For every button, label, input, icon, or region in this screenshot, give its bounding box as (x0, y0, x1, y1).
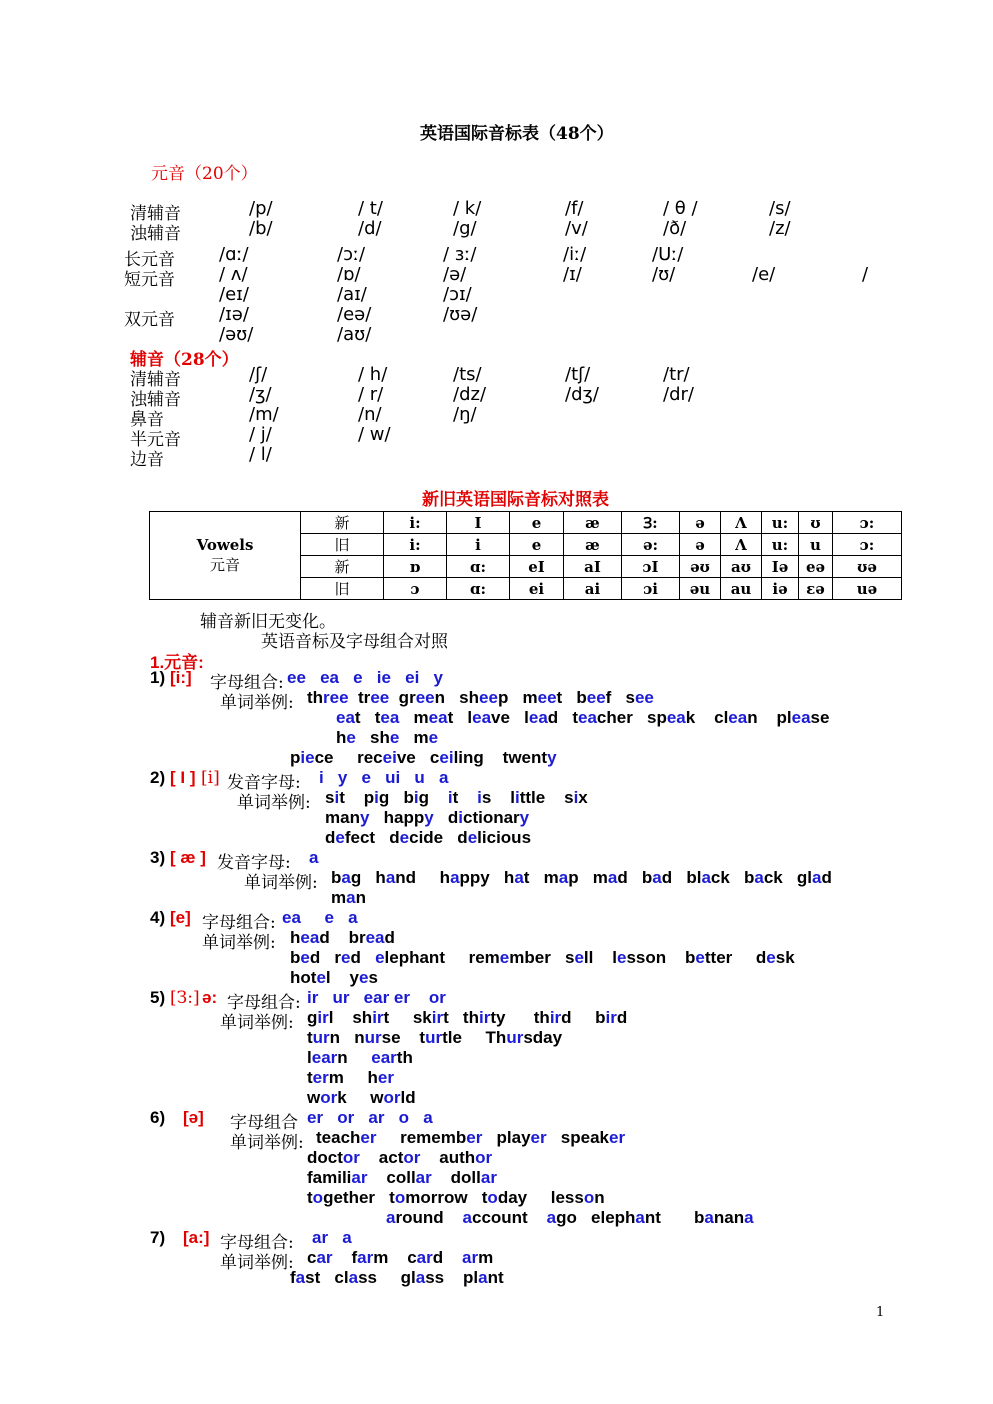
compare-table (149, 511, 902, 600)
combo-label: 字母组合: (220, 1233, 294, 1253)
table-cell: ɑ: (447, 578, 510, 600)
row-label: 浊辅音 (130, 390, 181, 410)
table-cell: i: (384, 512, 447, 534)
table-cell: e (510, 534, 564, 556)
letter-combos: a (309, 848, 319, 867)
row-label: 旧 (301, 578, 384, 600)
table-cell: æ (564, 534, 622, 556)
table-cell: aI (564, 556, 622, 578)
table-cell: iə (762, 578, 799, 600)
example-label: 单词举例: (237, 793, 311, 813)
vowels-heading: 元音（20个） (151, 164, 258, 184)
row-label: 鼻音 (130, 410, 164, 430)
row-label: 清辅音 (130, 204, 181, 224)
table-cell: ə (680, 512, 721, 534)
ipa-symbol: /b/ (249, 218, 273, 239)
ipa-symbol: /ŋ/ (453, 404, 477, 425)
combo-label: 发音字母: (227, 773, 301, 793)
ipa-symbol: /g/ (453, 218, 477, 239)
ipa-symbol: /ð/ (663, 218, 687, 239)
row-label: 边音 (130, 450, 164, 470)
ipa-symbol: [e] (170, 908, 191, 927)
ipa-symbol: /f/ (565, 198, 584, 219)
ipa-symbol: / h/ (358, 364, 388, 385)
table-cell: ʊ (799, 512, 833, 534)
table-cell: ai (564, 578, 622, 600)
table-cell: ɔI (622, 556, 680, 578)
ipa-symbol: /ʊ/ (652, 264, 676, 285)
table-cell: Λ (721, 534, 762, 556)
ipa-symbol: /eɪ/ (219, 284, 249, 305)
table-cell: əʊ (680, 556, 721, 578)
item-number: 4) (150, 908, 166, 927)
table-cell: uə (833, 578, 902, 600)
compare-title: 新旧英语国际音标对照表 (422, 490, 609, 510)
ipa-symbol: /dz/ (453, 384, 487, 405)
ipa-symbol: /eə/ (337, 304, 372, 325)
ipa-symbol: /Uː/ (652, 244, 684, 265)
item-number: 2) (150, 768, 166, 787)
ipa-symbol: / r/ (358, 384, 384, 405)
row-label: 旧 (301, 534, 384, 556)
consonants-heading: 辅音（28个） (130, 350, 239, 370)
ipa-symbol: /e/ (752, 264, 776, 285)
table-cell: I (447, 512, 510, 534)
word-examples: together tomorrow today lesson (307, 1188, 605, 1207)
word-examples: car farm card arm (307, 1248, 494, 1267)
ipa-symbol: [ I ] (170, 768, 196, 787)
ipa-symbol: [ æ ] (170, 848, 206, 867)
table-header-cell (150, 512, 301, 600)
ipa-symbol: [i:] (170, 668, 192, 687)
ipa-symbol: [ə] (183, 1108, 204, 1127)
ipa-symbol: /ɔː/ (337, 244, 366, 265)
section-subtitle: 英语音标及字母组合对照 (261, 632, 448, 652)
table-cell: i (447, 534, 510, 556)
table-cell: æ (564, 512, 622, 534)
word-examples: bag hand happy hat map mad bad black back glad (331, 868, 832, 887)
table-cell: ɔ (384, 578, 447, 600)
row-label: 新 (301, 512, 384, 534)
table-cell: ɔi (622, 578, 680, 600)
table-cell: i: (384, 534, 447, 556)
table-cell: u: (762, 534, 799, 556)
ipa-symbol: /ɒ/ (337, 264, 361, 285)
word-examples: he she me (336, 728, 439, 747)
word-examples: eat tea meat leave lead teacher speak clean please (336, 708, 830, 727)
table-cell: Ɜ: (622, 512, 680, 534)
example-label: 单词举例: (220, 1013, 294, 1033)
table-cell: u: (762, 512, 799, 534)
table-cell: u (799, 534, 833, 556)
ipa-symbol: / ɜː/ (443, 244, 477, 265)
ipa-symbol: /tʃ/ (565, 364, 591, 385)
word-examples: doctor actor author (307, 1148, 493, 1167)
item-number: 3) (150, 848, 166, 867)
section-heading: 1.元音: (150, 653, 204, 672)
word-examples: head bread (290, 928, 395, 947)
ipa-symbol: / j/ (249, 424, 272, 445)
word-examples: term her (307, 1068, 394, 1087)
ipa-symbol: /v/ (565, 218, 588, 239)
word-examples: many happy dictionary (325, 808, 530, 827)
ipa-symbol: /ʃ/ (249, 364, 268, 385)
table-cell: ɑ: (447, 556, 510, 578)
table-cell: eI (510, 556, 564, 578)
word-examples: teacher remember player speaker (316, 1128, 626, 1147)
letter-combos: ea e a (282, 908, 358, 927)
row-label: 短元音 (124, 270, 175, 290)
word-examples: three tree green sheep meet beef see (307, 688, 654, 707)
page-title: 英语国际音标表（48个） (420, 124, 614, 144)
word-examples: bed red elephant remember sell lesson better desk (290, 948, 795, 967)
table-cell: Λ (721, 512, 762, 534)
row-label: 半元音 (130, 430, 181, 450)
ipa-symbol: /n/ (358, 404, 382, 425)
letter-combos: i y e ui u a (319, 768, 449, 787)
table-cell: ə (680, 534, 721, 556)
table-cell: eə (799, 556, 833, 578)
header-en: Vowels (196, 536, 254, 554)
word-examples: hotel yes (290, 968, 378, 987)
ipa-symbol: /d/ (358, 218, 382, 239)
word-examples: fast class glass plant (290, 1268, 504, 1287)
ipa-symbol: / k/ (453, 198, 482, 219)
ipa-symbol: /əʊ/ (219, 324, 254, 345)
combo-label: 字母组合 (230, 1113, 298, 1133)
ipa-symbol: / ʌ/ (219, 264, 248, 285)
ipa-symbol: [З:] (170, 988, 200, 1008)
ipa-symbol: /ʊə/ (443, 304, 478, 325)
ipa-symbol: /z/ (769, 218, 791, 239)
letter-combos: er or ar o a (307, 1108, 433, 1127)
header-cn: 元音 (209, 556, 240, 574)
item-number: 1) (150, 668, 166, 687)
table-cell: ɔ: (833, 534, 902, 556)
row-label: 浊辅音 (130, 224, 181, 244)
example-label: 单词举例: (220, 693, 294, 713)
table-cell: e (510, 512, 564, 534)
ipa-symbol: /ɪ/ (563, 264, 582, 285)
item-number: 5) (150, 988, 166, 1007)
word-examples: work world (307, 1088, 416, 1107)
table-cell: ə: (622, 534, 680, 556)
row-label: 新 (301, 556, 384, 578)
ipa-symbol: / l/ (249, 444, 272, 465)
example-label: 单词举例: (220, 1253, 294, 1273)
combo-label: 字母组合: (210, 673, 284, 693)
word-examples: defect decide delicious (325, 828, 532, 847)
ipa-symbol: / t/ (358, 198, 383, 219)
example-label: 单词举例: (244, 873, 318, 893)
ipa-symbol: /aɪ/ (337, 284, 367, 305)
example-label: 单词举例: (202, 933, 276, 953)
combo-label: 字母组合: (202, 913, 276, 933)
ipa-symbol: [a:] (183, 1228, 210, 1247)
ipa-symbol: / w/ (358, 424, 391, 445)
ipa-symbol: /p/ (249, 198, 273, 219)
ipa-symbol: /dʒ/ (565, 384, 599, 405)
row-label: 双元音 (124, 310, 175, 330)
row-label: 长元音 (124, 250, 175, 270)
table-cell: ɔ: (833, 512, 902, 534)
word-examples: man (331, 888, 366, 907)
ipa-symbol: /iː/ (563, 244, 587, 265)
combo-label: 字母组合: (227, 993, 301, 1013)
table-cell: ei (510, 578, 564, 600)
example-label: 单词举例: (230, 1133, 304, 1153)
table-cell: ɒ (384, 556, 447, 578)
ipa-symbol: /ʒ/ (249, 384, 272, 405)
ipa-symbol: /ts/ (453, 364, 482, 385)
table-cell: əu (680, 578, 721, 600)
ipa-symbol: /aʊ/ (337, 324, 372, 345)
letter-combos: ee ea e ie ei y (287, 668, 443, 687)
table-cell: Iə (762, 556, 799, 578)
word-examples: girl shirt skirt thirty third bird (307, 1008, 628, 1027)
word-examples: learn earth (307, 1048, 413, 1067)
ipa-symbol-old: [i] (201, 768, 220, 788)
word-examples: familiar collar dollar (307, 1168, 497, 1187)
item-number: 7) (150, 1228, 166, 1247)
ipa-symbol: /m/ (249, 404, 279, 425)
ipa-symbol: / (862, 264, 869, 285)
ipa-symbol: /s/ (769, 198, 791, 219)
table-cell: ɛə (799, 578, 833, 600)
row-label: 清辅音 (130, 370, 181, 390)
ipa-symbol: / θ / (663, 198, 698, 219)
letter-combos: ar a (312, 1228, 352, 1247)
letter-combos: ir ur ear er or (307, 988, 446, 1007)
ipa-symbol: /tr/ (663, 364, 690, 385)
word-examples: around account ago elephant banana (386, 1208, 754, 1227)
table-cell: au (721, 578, 762, 600)
page-number: 1 (876, 1305, 885, 1320)
item-number: 6) (150, 1108, 166, 1127)
ipa-symbol-old: ə: (202, 988, 218, 1007)
ipa-symbol: /ɔɪ/ (443, 284, 472, 305)
ipa-symbol: /ɑː/ (219, 244, 249, 265)
ipa-symbol: /ə/ (443, 264, 467, 285)
word-examples: sit pig big it is little six (325, 788, 588, 807)
consonant-note: 辅音新旧无变化。 (200, 612, 336, 632)
word-examples: turn nurse turtle Thursday (307, 1028, 563, 1047)
word-examples: piece receive ceiling twenty (290, 748, 557, 767)
ipa-symbol: /ɪə/ (219, 304, 249, 325)
ipa-symbol: /dr/ (663, 384, 694, 405)
combo-label: 发音字母: (217, 853, 291, 873)
table-cell: aʊ (721, 556, 762, 578)
table-cell: ʊə (833, 556, 902, 578)
